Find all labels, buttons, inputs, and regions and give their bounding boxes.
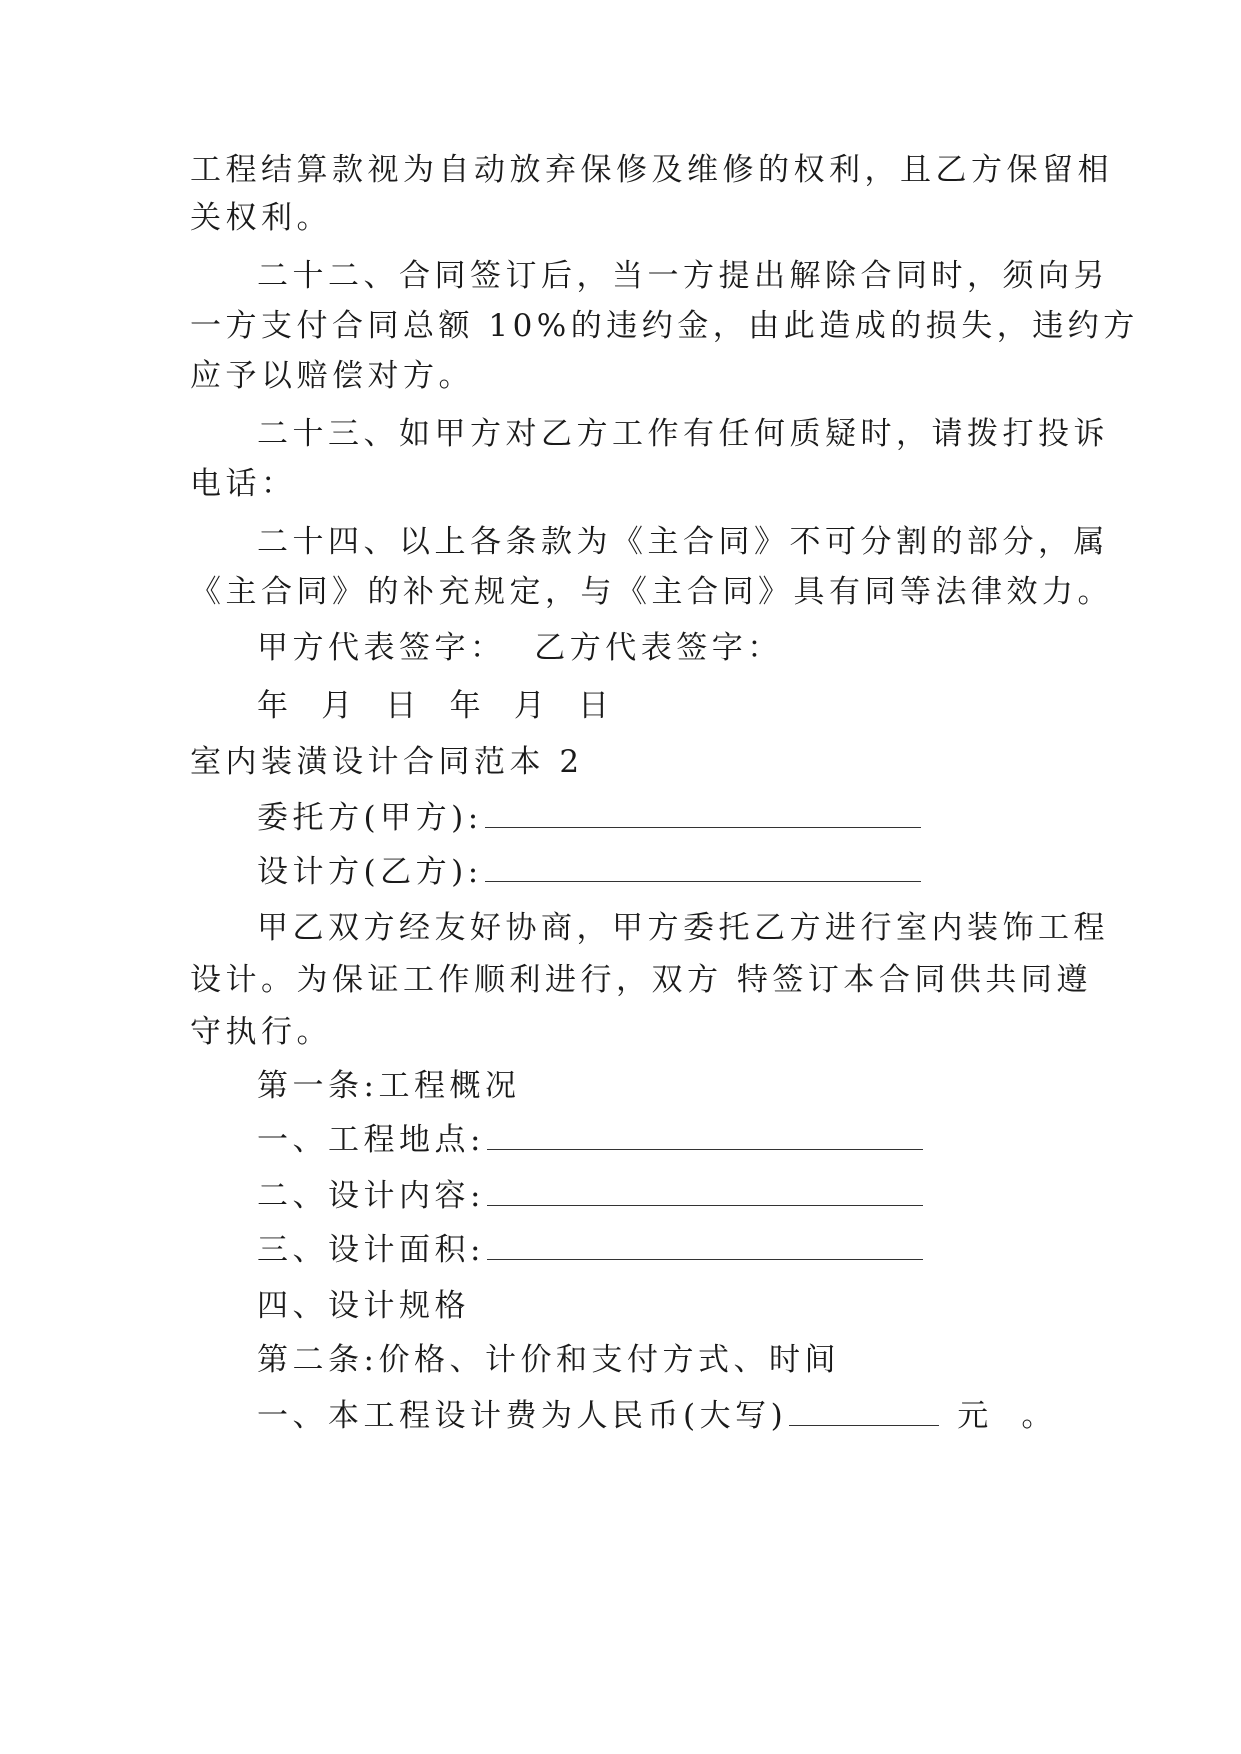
designer-field-blank: [485, 854, 921, 882]
paragraph-line: 电话：: [190, 466, 297, 502]
area-field-label: 三、设计面积:: [257, 1232, 485, 1268]
fee-field-label: 一、本工程设计费为人民币(大写): [257, 1398, 788, 1434]
content-field-label: 二、设计内容:: [257, 1178, 485, 1214]
paragraph-line: 设计。为保证工作顺利进行，双方 特签订本合同供共同遵: [190, 962, 1092, 998]
designer-field-row: [257, 852, 921, 892]
site-field-row: [257, 1120, 923, 1160]
article-2-heading: 第二条:价格、计价和支付方式、时间: [257, 1342, 840, 1378]
signature-line: 甲方代表签字： 乙方代表签字：: [257, 630, 783, 666]
paragraph-line: 应予以赔偿对方。: [190, 358, 474, 394]
fee-field-blank: [789, 1398, 939, 1426]
paragraph-line: 守执行。: [190, 1014, 332, 1050]
client-field-blank: [485, 800, 921, 828]
section-title: 室内装潢设计合同范本 2: [190, 744, 584, 780]
clause-22: 二十二、合同签订后，当一方提出解除合同时，须向另: [257, 258, 1109, 294]
content-field-blank: [487, 1178, 923, 1206]
content-field-row: [257, 1176, 923, 1216]
article-1-heading: 第一条:工程概况: [257, 1068, 521, 1104]
designer-field-label: 设计方(乙方):: [257, 854, 483, 890]
clause-24: 二十四、以上各条款为《主合同》不可分割的部分，属: [257, 524, 1109, 560]
site-field-label: 一、工程地点:: [257, 1122, 485, 1158]
paragraph-line: 一方支付合同总额 10%的违约金，由此造成的损失，违约方: [190, 308, 1139, 344]
date-line: 年 月 日 年 月 日: [257, 688, 614, 724]
fee-unit: 元 。: [957, 1398, 1057, 1434]
spec-heading: 四、设计规格: [257, 1288, 470, 1324]
paragraph-line: 关权利。: [190, 200, 332, 236]
area-field-row: [257, 1230, 923, 1270]
fee-field-row: [257, 1396, 1057, 1436]
paragraph-line: 工程结算款视为自动放弃保修及维修的权利，且乙方保留相: [190, 152, 1113, 188]
client-field-label: 委托方(甲方):: [257, 800, 483, 836]
clause-23: 二十三、如甲方对乙方工作有任何质疑时，请拨打投诉: [257, 416, 1109, 452]
client-field-row: [257, 798, 921, 838]
paragraph-line: 甲乙双方经友好协商，甲方委托乙方进行室内装饰工程: [257, 910, 1109, 946]
area-field-blank: [487, 1232, 923, 1260]
site-field-blank: [487, 1122, 923, 1150]
paragraph-line: 《主合同》的补充规定，与《主合同》具有同等法律效力。: [190, 574, 1113, 610]
